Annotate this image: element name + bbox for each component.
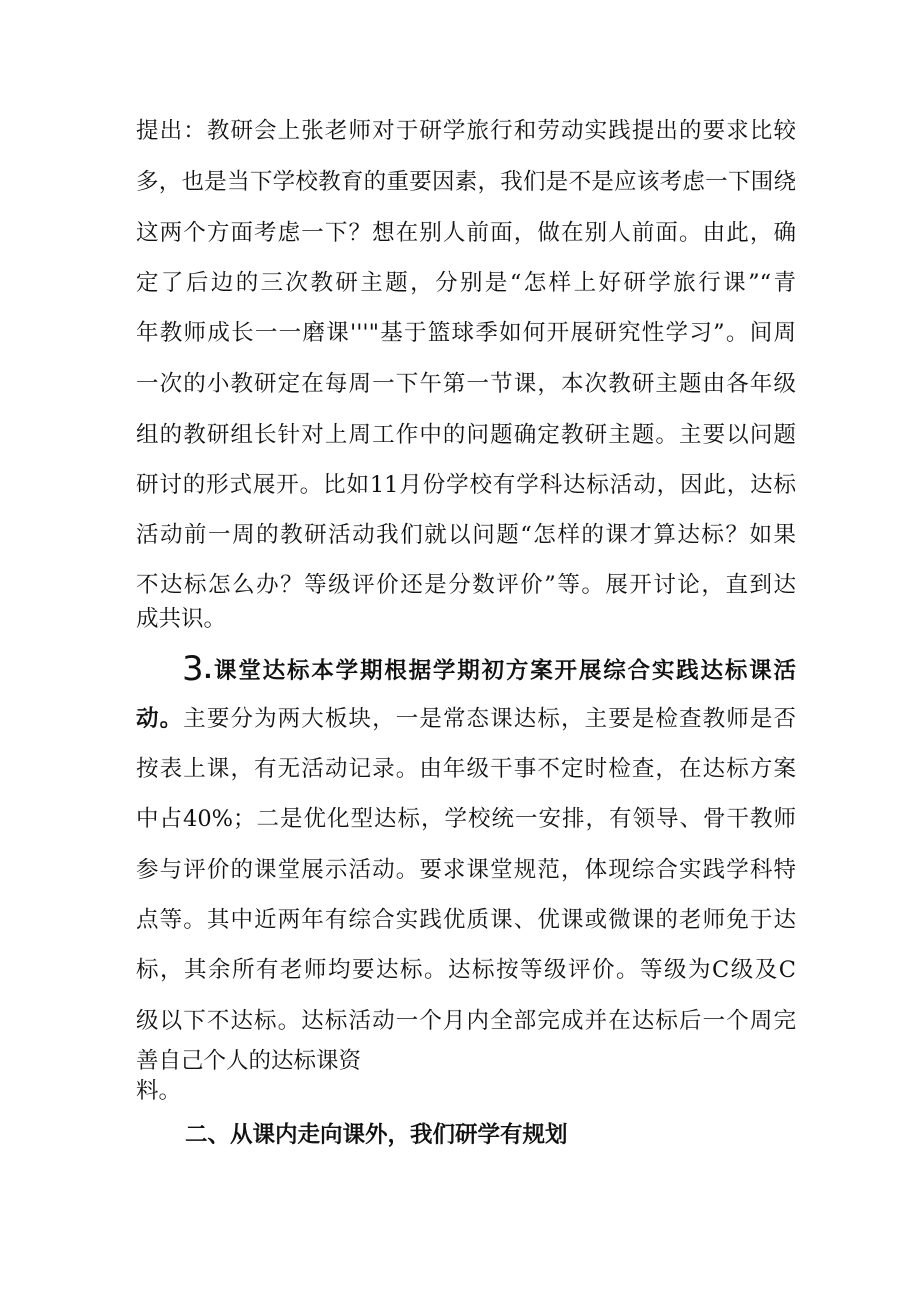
paragraph-line: 点等。其中近两年有综合实践优质课、优课或微课的老师免于达 (136, 907, 796, 933)
paragraph-line: 活动前一周的教研活动我们就以问题“怎样的课才算达标？如果 (136, 522, 796, 548)
paragraph-line: 一次的小教研定在每周一下午第一节课，本次教研主题由各年级 (136, 371, 796, 397)
paragraph-line: 不达标怎么办？等级评价还是分数评价”等。展开讨论，直到达 (136, 572, 796, 598)
item-heading-text: .课堂达标本学期根据学期初方案开展综合实践达标课活 (203, 658, 796, 684)
paragraph-line: 研讨的形式展开。比如11月份学校有学科达标活动，因此，达标 (136, 472, 796, 498)
paragraph-line: 料。 (136, 1078, 182, 1104)
paragraph-line: 定了后边的三次教研主题，分别是“怎样上好研学旅行课”“青 (136, 270, 796, 296)
paragraph-line: 参与评价的课堂展示活动。要求课堂规范，体现综合实践学科特 (136, 857, 796, 883)
paragraph-line: 成共识。 (136, 606, 227, 632)
paragraph-line: 标，其余所有老师均要达标。达标按等级评价。等级为C级及C (136, 957, 796, 983)
item-heading-continuation: 动。 (136, 706, 184, 732)
paragraph-line (136, 704, 796, 734)
paragraph-line: 组的教研组长针对上周工作中的问题确定教研主题。主要以问题 (136, 422, 796, 448)
item-3-heading (182, 649, 796, 689)
section-title: 二、从课内走向课外，我们研学有规划 (185, 1122, 568, 1148)
paragraph-line: 按表上课，有无活动记录。由年级干事不定时检查，在达标方案 (136, 756, 796, 782)
paragraph-line-rest: 主要分为两大板块，一是常态课达标，主要是检查教师是否 (183, 706, 796, 732)
paragraph-line: 级以下不达标。达标活动一个月内全部完成并在达标后一个周完 (136, 1008, 796, 1034)
item-number: 3 (182, 649, 204, 689)
paragraph-line: 中占40%；二是优化型达标，学校统一安排，有领导、骨干教师 (136, 806, 796, 832)
paragraph-line: 提出：教研会上张老师对于研学旅行和劳动实践提出的要求比较 (136, 118, 796, 144)
paragraph-line: 善自己个人的达标课资 (136, 1048, 362, 1074)
paragraph-line: 年教师成长一一磨课'''"基于篮球季如何开展研究性学习”。间周 (136, 320, 796, 346)
paragraph-line: 多，也是当下学校教育的重要因素，我们是不是应该考虑一下围绕 (136, 169, 796, 195)
paragraph-line: 这两个方面考虑一下？想在别人前面，做在别人前面。由此，确 (136, 220, 796, 246)
